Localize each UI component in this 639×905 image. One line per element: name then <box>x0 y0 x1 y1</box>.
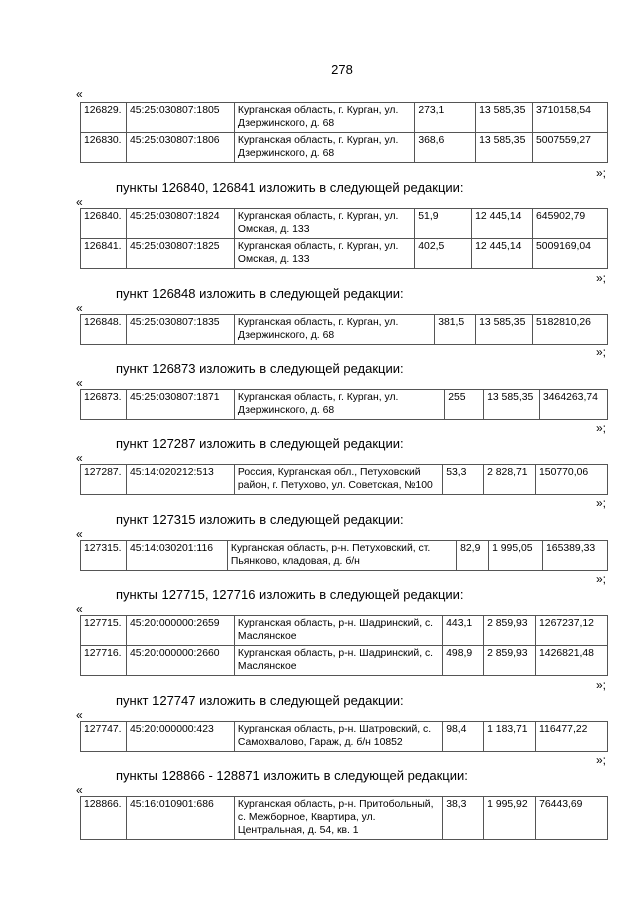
amendment-paragraph: пункт 127747 изложить в следующей редакции: <box>116 693 404 708</box>
close-quote: »; <box>596 166 607 180</box>
cell-price: 12 445,14 <box>472 239 533 269</box>
cell-price: 2 859,93 <box>484 616 536 646</box>
page-number: 278 <box>331 62 353 77</box>
cell-address: Курганская область, г. Курган, ул. Дзержинского, д. 68 <box>234 315 434 345</box>
cell-area: 51,9 <box>415 209 472 239</box>
cell-total: 3710158,54 <box>533 103 608 133</box>
cell-price: 13 585,35 <box>476 315 533 345</box>
cell-total: 116477,22 <box>536 722 608 752</box>
table-row <box>81 646 608 676</box>
cell-address: Курганская область, г. Курган, ул. Омская, д. 133 <box>234 239 414 269</box>
cell-number: 127747. <box>81 722 127 752</box>
cell-total: 645902,79 <box>533 209 608 239</box>
cell-number: 126829. <box>81 103 127 133</box>
cell-cadastral: 45:14:020212:513 <box>126 465 234 495</box>
close-quote: »; <box>596 496 607 510</box>
cell-area: 53,3 <box>443 465 484 495</box>
cell-cadastral: 45:25:030807:1825 <box>126 239 234 269</box>
cell-number: 126873. <box>81 390 127 420</box>
open-quote: « <box>76 301 83 315</box>
cell-price: 12 445,14 <box>472 209 533 239</box>
table-row <box>81 541 608 571</box>
cell-address: Курганская область, р-н. Притобольный, с. Межборное, Квартира, ул. Центральная, д. 54, кв. 1 <box>234 797 442 840</box>
close-quote: »; <box>596 345 607 359</box>
amendment-paragraph: пункты 128866 - 128871 изложить в следующей редакции: <box>116 768 468 783</box>
cell-area: 98,4 <box>443 722 484 752</box>
amendment-paragraph: пункт 127287 изложить в следующей редакции: <box>116 436 404 451</box>
data-table <box>80 615 608 676</box>
cell-price: 1 995,05 <box>489 541 543 571</box>
data-table <box>80 389 608 420</box>
open-quote: « <box>76 602 83 616</box>
open-quote: « <box>76 87 83 101</box>
cell-number: 126840. <box>81 209 127 239</box>
data-table <box>80 464 608 495</box>
cell-area: 38,3 <box>443 797 484 840</box>
data-table <box>80 314 608 345</box>
cell-number: 128866. <box>81 797 127 840</box>
cell-number: 127716. <box>81 646 127 676</box>
cell-address: Курганская область, г. Курган, ул. Дзержинского, д. 68 <box>234 103 414 133</box>
cell-price: 1 183,71 <box>484 722 536 752</box>
cell-price: 13 585,35 <box>476 133 533 163</box>
cell-area: 82,9 <box>457 541 489 571</box>
cell-total: 5007559,27 <box>533 133 608 163</box>
cell-cadastral: 45:20:000000:2659 <box>126 616 234 646</box>
cell-number: 126841. <box>81 239 127 269</box>
table-row <box>81 797 608 840</box>
cell-price: 1 995,92 <box>484 797 536 840</box>
cell-total: 3464263,74 <box>540 390 608 420</box>
cell-cadastral: 45:20:000000:2660 <box>126 646 234 676</box>
close-quote: »; <box>596 753 607 767</box>
amendment-paragraph: пункт 127315 изложить в следующей редакции: <box>116 512 404 527</box>
table-row <box>81 722 608 752</box>
table-row <box>81 390 608 420</box>
cell-cadastral: 45:25:030807:1835 <box>126 315 234 345</box>
cell-address: Курганская область, р-н. Петуховский, ст. Пьянково, кладовая, д. б/н <box>227 541 456 571</box>
cell-total: 5009169,04 <box>533 239 608 269</box>
close-quote: »; <box>596 421 607 435</box>
amendment-paragraph: пункты 126840, 126841 изложить в следующей редакции: <box>116 180 464 195</box>
cell-area: 443,1 <box>443 616 484 646</box>
cell-cadastral: 45:14:030201:116 <box>126 541 227 571</box>
table-row <box>81 616 608 646</box>
cell-address: Курганская область, р-н. Шадринский, с. Маслянское <box>234 616 442 646</box>
close-quote: »; <box>596 572 607 586</box>
cell-price: 13 585,35 <box>484 390 540 420</box>
cell-cadastral: 45:25:030807:1805 <box>126 103 234 133</box>
open-quote: « <box>76 376 83 390</box>
table-row <box>81 103 608 133</box>
table-row <box>81 239 608 269</box>
cell-address: Курганская область, р-н. Шатровский, с. Самохвалово, Гараж, д. б/н 10852 <box>234 722 442 752</box>
close-quote: »; <box>596 271 607 285</box>
cell-address: Курганская область, р-н. Шадринский, с. Маслянское <box>234 646 442 676</box>
open-quote: « <box>76 195 83 209</box>
cell-area: 402,5 <box>415 239 472 269</box>
cell-address: Курганская область, г. Курган, ул. Омская, д. 133 <box>234 209 414 239</box>
cell-cadastral: 45:20:000000:423 <box>126 722 234 752</box>
data-table <box>80 796 608 840</box>
cell-total: 150770,06 <box>536 465 608 495</box>
cell-number: 127715. <box>81 616 127 646</box>
data-table <box>80 540 608 571</box>
cell-address: Россия, Курганская обл., Петуховский район, г. Петухово, ул. Советская, №100 <box>234 465 442 495</box>
table-row <box>81 465 608 495</box>
cell-area: 381,5 <box>435 315 476 345</box>
amendment-paragraph: пункт 126848 изложить в следующей редакции: <box>116 286 404 301</box>
cell-cadastral: 45:25:030807:1806 <box>126 133 234 163</box>
cell-cadastral: 45:25:030807:1824 <box>126 209 234 239</box>
cell-number: 127315. <box>81 541 127 571</box>
cell-cadastral: 45:25:030807:1871 <box>126 390 234 420</box>
cell-total: 1426821,48 <box>536 646 608 676</box>
cell-price: 2 859,93 <box>484 646 536 676</box>
cell-area: 273,1 <box>415 103 476 133</box>
open-quote: « <box>76 527 83 541</box>
data-table <box>80 102 608 163</box>
cell-area: 368,6 <box>415 133 476 163</box>
close-quote: »; <box>596 678 607 692</box>
cell-number: 126830. <box>81 133 127 163</box>
cell-price: 13 585,35 <box>476 103 533 133</box>
data-table <box>80 721 608 752</box>
table-row <box>81 133 608 163</box>
amendment-paragraph: пункт 126873 изложить в следующей редакции: <box>116 361 404 376</box>
cell-price: 2 828,71 <box>484 465 536 495</box>
open-quote: « <box>76 708 83 722</box>
cell-total: 76443,69 <box>536 797 608 840</box>
table-row <box>81 209 608 239</box>
cell-total: 1267237,12 <box>536 616 608 646</box>
cell-number: 126848. <box>81 315 127 345</box>
table-row <box>81 315 608 345</box>
cell-cadastral: 45:16:010901:686 <box>126 797 234 840</box>
cell-area: 498,9 <box>443 646 484 676</box>
cell-total: 165389,33 <box>543 541 608 571</box>
open-quote: « <box>76 783 83 797</box>
cell-area: 255 <box>445 390 484 420</box>
cell-total: 5182810,26 <box>533 315 608 345</box>
data-table <box>80 208 608 269</box>
cell-address: Курганская область, г. Курган, ул. Дзержинского, д. 68 <box>234 390 444 420</box>
open-quote: « <box>76 451 83 465</box>
cell-address: Курганская область, г. Курган, ул. Дзержинского, д. 68 <box>234 133 414 163</box>
amendment-paragraph: пункты 127715, 127716 изложить в следующей редакции: <box>116 587 464 602</box>
cell-number: 127287. <box>81 465 127 495</box>
